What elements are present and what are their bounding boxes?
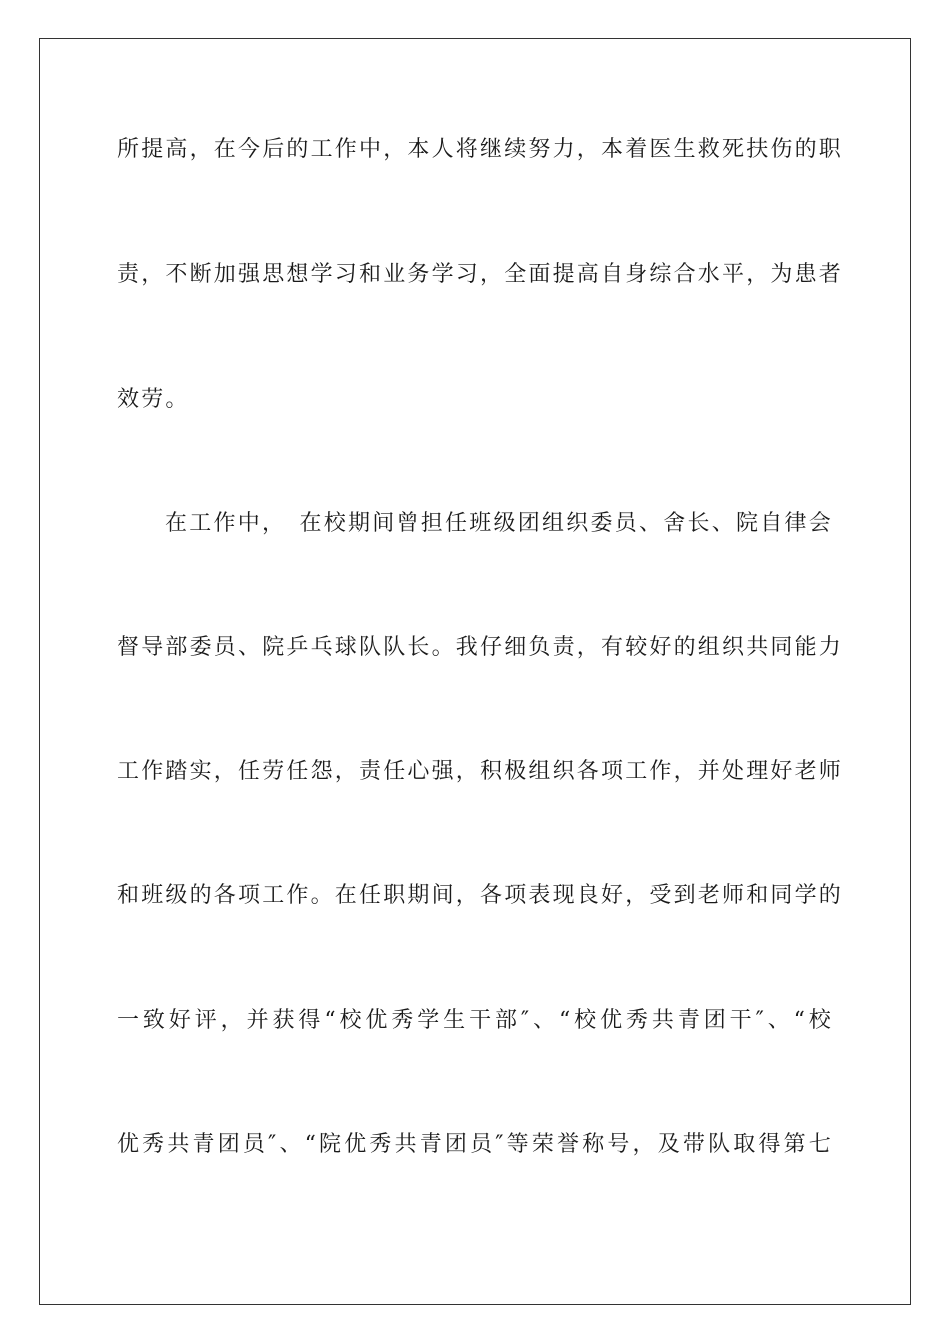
paragraph-line-7: 和班级的各项工作。在任职期间，各项表现良好，受到老师和同学的 [117,883,844,908]
paragraph-line-9: 优秀共青团员″、“院优秀共青团员″等荣誉称号，及带队取得第七 [117,1132,833,1157]
paragraph-line-1: 所提高，在今后的工作中，本人将继续努力，本着医生救死扶伤的职 [117,137,844,162]
paragraph-line-2: 责，不断加强思想学习和业务学习，全面提高自身综合水平，为患者 [117,262,844,287]
paragraph-line-5: 督导部委员、院乒乓球队队长。我仔细负责，有较好的组织共同能力 [117,635,844,660]
paragraph-line-3: 效劳。 [117,387,190,412]
paragraph-line-6: 工作踏实，任劳任怨，责任心强，积极组织各项工作，并处理好老师 [117,759,844,784]
paragraph-line-8: 一致好评，并获得“校优秀学生干部″、“校优秀共青团干″、“校 [117,1008,833,1033]
paragraph-line-4: 在工作中， 在校期间曾担任班级团组织委员、舍长、院自律会 [165,511,833,536]
page-border [39,38,911,1305]
